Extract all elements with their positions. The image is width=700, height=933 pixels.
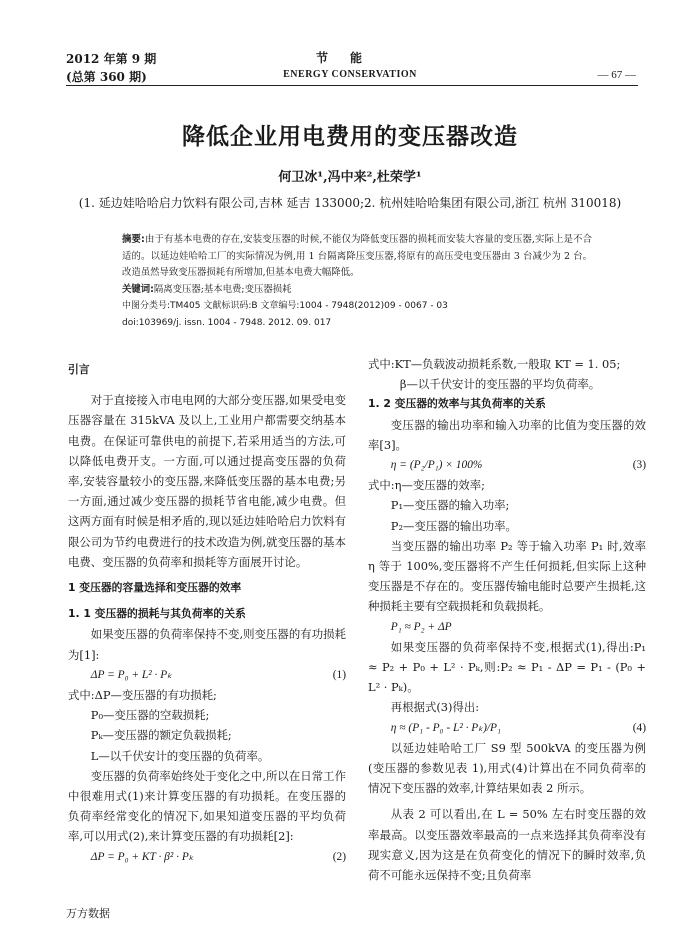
intro-paragraph: 对于直接接入市电电网的大部分变压器,如果受电变压器容量在 315kVA 及以上,工业用户都需要交纳基本电费。在保证可靠供电的前提下,若采用适当的方法,可以降低电费开支。一方面,可以通过提高变压器的负荷率,安装容量较小的变压器,来降低变压器的基本电费;另一方面,通过减少变压器的损耗节省电能,减少电费。但这两方面有时候是相矛盾的,现以延边娃哈哈启力饮料有限公司为节约电费进行的技术改造为例,就变压器的基本电费、变压器的负荷率和损耗等方面展开讨论。 xyxy=(68,393,346,569)
abstract-label: 摘要: xyxy=(122,234,145,245)
equation-4-number: (4) xyxy=(632,721,646,734)
doi-line: doi:103969/j. issn. 1004 - 7948. 2012. 09. 017 xyxy=(122,317,332,328)
total-issue-label: (总第 360 期) xyxy=(66,70,147,84)
keywords-text: 隔离变压器;基本电费;变压器损耗 xyxy=(153,283,292,295)
abstract-paragraph xyxy=(122,232,592,282)
section-1-1-heading: 1. 1 变压器的损耗与其负荷率的关系 xyxy=(68,607,246,621)
classification-line: 中图分类号:TM405 文献标识码:B 文章编号:1004 - 7948(2012)09 - 0067 - 03 xyxy=(122,301,448,311)
section-1-2-paragraph-5: 以延边娃哈哈工厂 S9 型 500kVA 的变压器为例(变压器的参数见表 1),用式(4)计算出在不同负荷率的情况下变压器的效率,计算结果如表 2 所示。 xyxy=(368,740,646,796)
article-title: 降低企业用电费用的变压器改造 xyxy=(182,123,518,150)
equation-1-def-pk: Pₖ—变压器的额定负载损耗; xyxy=(90,728,232,743)
equation-3-formula: η = (P₂/P₁) × 100% xyxy=(390,459,483,472)
equation-1-number: (1) xyxy=(332,668,346,681)
section-1-2-paragraph-6: 从表 2 可以看出,在 L = 50% 左右时变压器的效率最高。以变压器效率最高的一点来选择其负荷率没有现实意义,因为这是在负荷变化的情况下的瞬时效率,负荷不可能永远保持不变;且负荷率 xyxy=(368,807,646,883)
equation-3-number: (3) xyxy=(632,459,646,472)
section-1-heading: 1 变压器的容量选择和变压器的效率 xyxy=(68,581,242,595)
equation-3-where: 式中:η—变压器的效率; xyxy=(368,478,486,493)
equation-3-def-p2: P₂—变压器的输出功率。 xyxy=(390,518,517,533)
section-1-2-paragraph-2: 当变压器的输出功率 P₂ 等于输入功率 P₁ 时,效率 η 等于 100%,变压器将不产生任何损耗,但实际上这种变压器是不存在的。变压器传输电能时总要产生损耗,这种损耗主要有空载损耗和负载损耗。 xyxy=(368,538,646,614)
keywords-label: 关键词: xyxy=(122,283,154,295)
equation-1-formula: ΔP = P₀ + L² · Pₖ xyxy=(90,668,173,681)
equation-2-number: (2) xyxy=(332,850,346,863)
issue-label: 2012 年第 9 期 xyxy=(66,52,157,66)
equation-1-def-p0: P₀—变压器的空载损耗; xyxy=(90,708,210,723)
equation-2 xyxy=(68,847,346,867)
equation-1-def-l: L—以千伏安计的变压器的负荷率。 xyxy=(90,748,270,763)
section-1-2-paragraph-4: 再根据式(3)得出: xyxy=(390,700,480,715)
equation-1 xyxy=(68,665,346,685)
running-header-journal xyxy=(0,50,700,82)
equation-3 xyxy=(368,455,646,475)
equation-3-def-p1: P₁—变压器的输入功率; xyxy=(390,498,510,513)
abstract-block xyxy=(122,232,592,331)
intro-heading: 引言 xyxy=(68,363,90,376)
footer-source: 万方数据 xyxy=(66,907,110,920)
equation-2-formula: ΔP = P₀ + KT · β² · Pₖ xyxy=(90,850,194,863)
equation-1-where: 式中:ΔP—变压器的有功损耗; xyxy=(68,688,217,703)
section-1-2-heading: 1. 2 变压器的效率与其负荷率的关系 xyxy=(368,397,546,411)
section-1-1-paragraph: 如果变压器的负荷率保持不变,则变压器的有功损耗为[1]: xyxy=(68,627,346,662)
journal-name-cn: 节能 xyxy=(315,51,384,65)
equation-relation-formula: P₁ ≈ P₂ + ΔP xyxy=(390,620,452,633)
page-number: — 67 — xyxy=(597,69,636,81)
equation-2-def-beta: β—以千伏安计的变压器的平均负荷率。 xyxy=(399,377,601,392)
section-1-2-paragraph: 变压器的输出功率和输入功率的比值为变压器的效率[3]。 xyxy=(368,417,646,452)
section-1-1-paragraph-2: 变压器的负荷率始终处于变化之中,所以在日常工作中很难用式(1)来计算变压器的有功损耗。在变压器的负荷率经常变化的情况下,如果知道变压器的平均负荷率,可以用式(2),来计算变压器的有功损耗[2]: xyxy=(68,768,346,844)
equation-relation xyxy=(368,617,646,637)
header-divider xyxy=(66,85,638,86)
equation-4-formula: η ≈ (P₁ - P₀ - L² · Pₖ)/P₁ xyxy=(390,721,501,734)
article-authors: 何卫冰¹,冯中来²,杜荣学¹ xyxy=(278,170,422,185)
section-1-2-paragraph-3: 如果变压器的负荷率保持不变,根据式(1),得出:P₁ ≈ P₂ + P₀ + L² · Pₖ,则:P₂ ≈ P₁ - ΔP = P₁ - (P₀ + L² · Pₖ)。 xyxy=(368,639,646,695)
keywords-line xyxy=(122,282,592,299)
journal-name-en: ENERGY CONSERVATION xyxy=(283,69,417,80)
left-column xyxy=(68,354,346,867)
author-affiliations: (1. 延边娃哈哈启力饮料有限公司,吉林 延吉 133000;2. 杭州娃哈哈集团有限公司,浙江 杭州 310018) xyxy=(78,196,622,210)
equation-2-where: 式中:KT—负载波动损耗系数,一般取 KT = 1. 05; xyxy=(368,357,621,371)
equation-4 xyxy=(368,718,646,738)
right-column xyxy=(368,354,646,885)
abstract-text: 由于有基本电费的存在,安装变压器的时候,不能仅为降低变压器的损耗而安装大容量的变压器,实际上是不合适的。以延边娃哈哈工厂的实际情况为例,用 1 台隔离降压变压器,将原有的高压受电变压器由 3 台减少为 2 台。改造虽然导致变压器损耗有所增加,但基本电费大幅降低。 xyxy=(122,234,593,278)
